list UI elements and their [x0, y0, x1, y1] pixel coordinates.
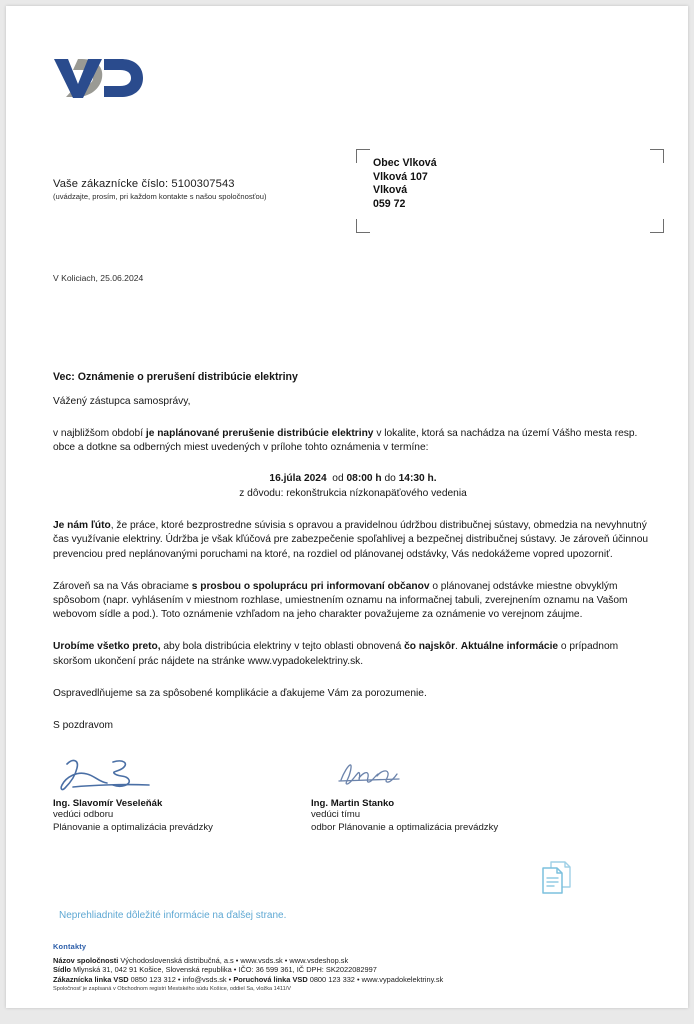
- footer-title: Kontakty: [53, 942, 87, 951]
- signature-block-1: [53, 754, 303, 834]
- p3-part-b: s prosbou o spoluprácu pri informovaní občanov: [191, 580, 430, 592]
- paragraph-thanks: Ospravedlňujeme sa za spôsobené komplikácie a ďakujeme Vám za porozumenie.: [53, 687, 427, 699]
- customer-number-note: (uvádzajte, prosím, pri každom kontakte s našou spoločnosťou): [53, 192, 267, 201]
- footer-seat-value: Mlynská 31, 042 91 Košice, Slovenská republika • IČO: 36 599 361, IČ DPH: SK2022082997: [71, 965, 377, 975]
- address-line-2: Vlková 107: [373, 170, 428, 183]
- signature-block-2: [311, 754, 611, 834]
- p4-part-e: Aktuálne informácie: [460, 641, 559, 653]
- subject-line: Vec: Oznámenie o prerušení distribúcie elektriny: [53, 371, 298, 383]
- signatory-1-dept: Plánovanie a optimalizácia prevádzky: [53, 821, 213, 833]
- customer-number: Vaše zákaznícke číslo: 5100307543: [53, 178, 235, 190]
- handwritten-signature-icon: [311, 754, 611, 798]
- outage-reason: z dôvodu: rekonštrukcia nízkonapäťového vedenia: [239, 487, 467, 499]
- crop-mark-bottom-left-icon: [356, 219, 370, 233]
- letter-page: [6, 6, 688, 1008]
- outage-to-time: 14:30 h.: [398, 473, 437, 485]
- recipient-address-window: [356, 149, 664, 233]
- outage-from-time: 08:00 h: [346, 473, 382, 485]
- letter-body: [53, 370, 653, 733]
- footer-hotline-label: Zákaznícka linka VSD: [53, 974, 129, 984]
- outage-date: 16.júla 2024: [269, 473, 327, 485]
- documents-icon: [539, 859, 573, 897]
- signatory-1-role: vedúci odboru: [53, 809, 114, 820]
- p1-part-a: v najbližšom období: [53, 428, 146, 439]
- vsd-logo: [52, 55, 144, 101]
- p3-part-a: Zároveň sa na Vás obraciame: [53, 580, 192, 592]
- footer-company-line: [53, 956, 653, 965]
- footer-hotline-value: 0850 123 312 • info@vsds.sk •: [128, 974, 234, 984]
- signatory-1-name: Ing. Slavomír Veseleňák: [53, 798, 163, 809]
- outage-to-label: do: [384, 473, 396, 485]
- crop-mark-bottom-right-icon: [650, 219, 664, 233]
- paragraph-announcement: [53, 427, 653, 455]
- footer-legal-note: Spoločnosť je zapísaná v Obchodnom registri Mestského súdu Košice, oddiel Sa, vložka 1411/V: [53, 986, 291, 993]
- recipient-address: [373, 157, 437, 211]
- paragraph-restoration: [53, 640, 653, 668]
- footer-seat-line: [53, 965, 653, 974]
- place-and-date: V Koliciach, 25.06.2024: [53, 273, 144, 283]
- footer-fault-label: Poruchová linka VSD: [233, 974, 308, 984]
- footer-contacts: [53, 942, 653, 992]
- address-line-4: 059 72: [373, 197, 406, 210]
- address-line-1: Obec Vlková: [373, 157, 437, 169]
- signatory-2-name: Ing. Martin Stanko: [311, 798, 395, 809]
- p4-part-b: aby bola distribúcia elektriny v tejto oblasti obnovená: [160, 641, 405, 653]
- signatory-2-role: vedúci tímu: [311, 809, 361, 820]
- signatory-2-dept: odbor Plánovanie a optimalizácia prevádzky: [311, 821, 499, 833]
- outage-datetime: [53, 472, 653, 486]
- handwritten-signature-icon: [53, 754, 303, 798]
- footer-contact-lines: [53, 956, 653, 984]
- footer-fault-value: 0800 123 332 • www.vypadokelektriny.sk: [307, 974, 444, 984]
- p2-part-a: Je nám ľúto: [53, 520, 111, 532]
- crop-mark-top-right-icon: [650, 149, 664, 163]
- paragraph-apology: [53, 519, 653, 562]
- address-line-3: Vlková: [373, 184, 408, 197]
- p4-part-a: Urobíme všetko preto,: [53, 641, 161, 653]
- paragraph-cooperation: [53, 580, 653, 623]
- p3-part-c: o plánovanej odstávke miestne obvyklým spôsobom (napr. vyhlásením v miestnom rozhlase, umiestnením oznamu na informačnej tabuli, zverejnením oznamu na Vašom webovom sídle a pod.). Toto oznámenie vzhľadom na jeho charakter považujeme za oznámenie vo verejnom záujme.: [53, 580, 628, 621]
- footer-hotline-line: [53, 975, 653, 984]
- footer-seat-label: Sídlo: [53, 965, 72, 975]
- p4-part-d: .: [455, 641, 461, 653]
- p2-part-b: , že práce, ktoré bezprostredne súvisia s opravou a pravidelnou údržbou distribučnej sústavy, obmedzia na nevyhnutný čas využívanie elektriny. Údržba je však kľúčová pre zabezpečenie spoľahlivej a bezpečnej distribučnej sústavy. Je zároveň účinnou prevenciou pred neplánovanými poruchami na ktoré, na rozdiel od plánovanej odstávky, Vás nedokážeme vopred upozorniť.: [53, 520, 649, 560]
- crop-mark-top-left-icon: [356, 149, 370, 163]
- p4-part-c: čo najskôr: [404, 641, 456, 653]
- outage-schedule: [53, 472, 653, 501]
- footer-company-label: Názov spoločnosti: [53, 956, 119, 965]
- p1-part-c: v lokalite, ktorá sa nachádza na území Vášho mesta resp. obce a dotkne sa odberných miest uvedených v prílohe tohto oznámenia v termíne:: [53, 428, 638, 454]
- closing: S pozdravom: [53, 720, 114, 732]
- customer-number-block: [53, 178, 353, 201]
- salutation: Vážený zástupca samosprávy,: [53, 396, 191, 407]
- outage-from-label: od: [332, 473, 344, 485]
- p1-part-b: je naplánované prerušenie distribúcie elektriny: [145, 428, 374, 439]
- footer-company-value: Východoslovenská distribučná, a.s • www.vsds.sk • www.vsdeshop.sk: [118, 956, 349, 965]
- p4-part-f: o prípadnom skoršom ukončení prác nájdete na stránke www.vypadokelektriny.sk.: [53, 641, 619, 667]
- next-page-notice: Neprehliadnite dôležité informácie na ďalšej strane.: [59, 910, 287, 921]
